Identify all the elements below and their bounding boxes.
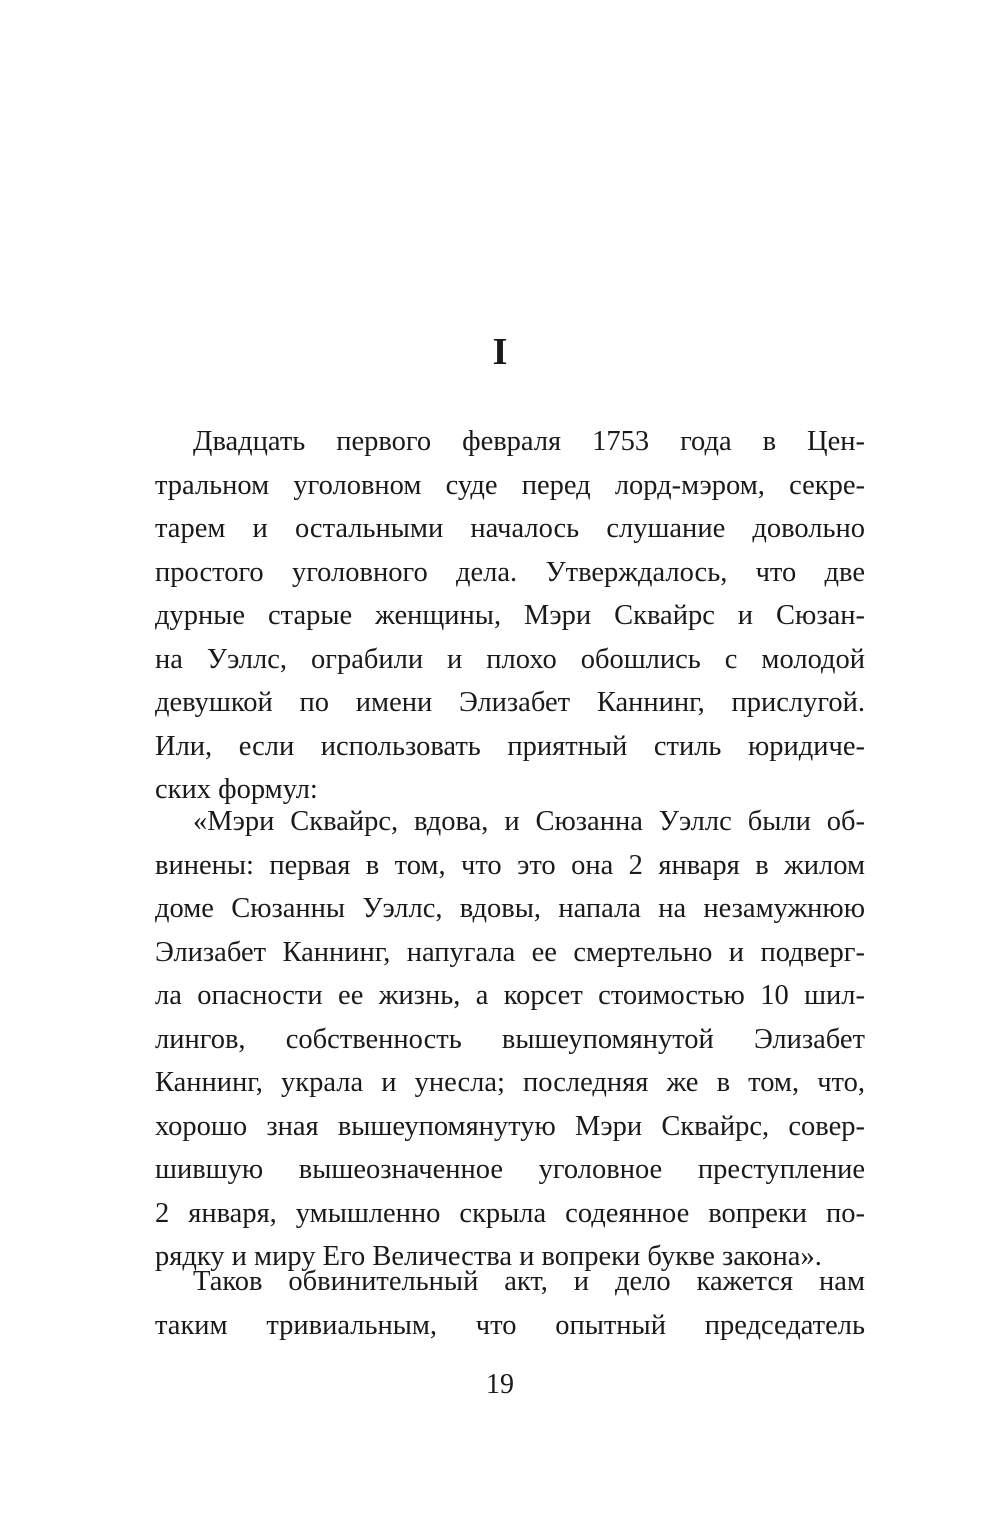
page-number: 19 [486, 1369, 514, 1400]
paragraph-2-line-7: Каннинг, украла и унесла; последняя же в том, что, [155, 1067, 865, 1098]
paragraph-1-line-6: на Уэллс, ограбили и плохо обошлись с молодой [155, 643, 865, 675]
paragraph-2-line-11: рядку и миру Его Величества и вопреки букве закона». [155, 1241, 822, 1272]
paragraph-2-line-3: доме Сюзанны Уэллс, вдовы, напала на незамужнюю [155, 893, 865, 924]
paragraph-2-line-6: лингов, собственность вышеупомянутой Элизабет [155, 1023, 865, 1055]
paragraph-1-line-5: дурные старые женщины, Мэри Сквайрс и Сюзан- [155, 600, 865, 631]
paragraph-1-line-2: тральном уголовном суде перед лорд-мэром, секре- [155, 469, 865, 501]
chapter-title: I [492, 331, 508, 373]
paragraph-2-line-8: хорошо зная вышеупомянутую Мэри Сквайрс, совер- [155, 1110, 865, 1142]
paragraph-1-line-7: девушкой по имени Элизабет Каннинг, прислугой. [155, 687, 865, 718]
paragraph-2-line-10: 2 января, умышленно скрыла содеянное вопреки по- [155, 1197, 865, 1229]
paragraph-1-line-4: простого уголовного дела. Утверждалось, что две [155, 556, 865, 588]
paragraph-1-line-3: тарем и остальными началось слушание довольно [155, 513, 865, 544]
paragraph-2-line-5: ла опасности ее жизнь, а корсет стоимостью 10 шил- [155, 980, 865, 1011]
paragraph-2-line-1: «Мэри Сквайрс, вдова, и Сюзанна Уэллс были об- [193, 806, 865, 837]
paragraph-2-line-9: шившую вышеозначенное уголовное преступление [155, 1154, 865, 1185]
paragraph-3-line-1: Таков обвинительный акт, и дело кажется нам [193, 1266, 865, 1297]
paragraph-2-line-2: винены: первая в том, что это она 2 января в жилом [155, 849, 865, 881]
paragraph-2-line-4: Элизабет Каннинг, напугала ее смертельно и подверг- [155, 936, 865, 968]
paragraph-1-line-9: ских формул: [155, 774, 318, 805]
paragraph-1-line-1: Двадцать первого февраля 1753 года в Цен- [193, 426, 865, 457]
paragraph-3-line-2: таким тривиальным, что опытный председатель [155, 1309, 865, 1341]
paragraph-1-line-8: Или, если использовать приятный стиль юридиче- [155, 730, 865, 762]
